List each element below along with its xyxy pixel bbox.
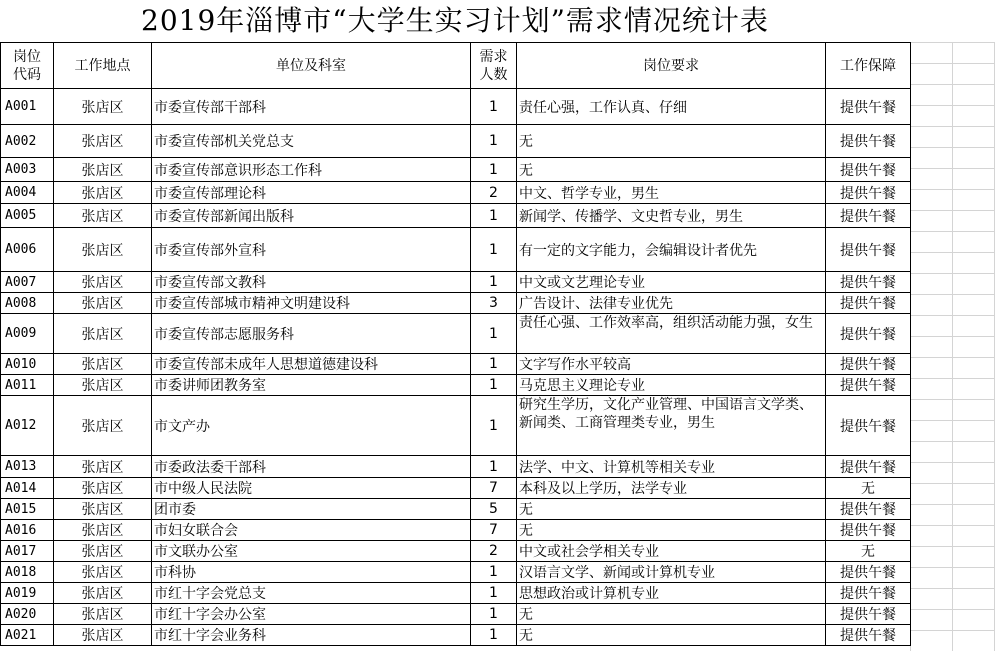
row-guarantee: 提供午餐	[826, 562, 911, 583]
row-unit: 市委宣传部机关党总支	[152, 125, 471, 158]
row-location: 张店区	[54, 375, 152, 396]
row-count: 1	[471, 228, 517, 272]
row-code: A007	[1, 272, 54, 293]
row-guarantee: 提供午餐	[826, 158, 911, 182]
row-guarantee: 提供午餐	[826, 228, 911, 272]
row-code: A014	[1, 478, 54, 499]
row-unit: 团市委	[152, 499, 471, 520]
row-unit: 市文联办公室	[152, 541, 471, 562]
row-unit: 市委宣传部外宣科	[152, 228, 471, 272]
row-unit: 市文产办	[152, 396, 471, 456]
row-unit: 市委宣传部新闻出版科	[152, 204, 471, 228]
row-location: 张店区	[54, 562, 152, 583]
row-guarantee: 提供午餐	[826, 354, 911, 375]
row-unit: 市委宣传部理论科	[152, 182, 471, 204]
row-requirement: 无	[517, 499, 826, 520]
row-guarantee: 提供午餐	[826, 314, 911, 354]
row-location: 张店区	[54, 478, 152, 499]
table-row	[1, 89, 911, 125]
row-unit: 市委宣传部意识形态工作科	[152, 158, 471, 182]
row-count: 1	[471, 272, 517, 293]
row-location: 张店区	[54, 314, 152, 354]
row-guarantee: 提供午餐	[826, 604, 911, 625]
row-code: A013	[1, 456, 54, 478]
row-guarantee: 提供午餐	[826, 272, 911, 293]
table-row	[1, 625, 911, 646]
row-count: 1	[471, 396, 517, 456]
row-unit: 市委政法委干部科	[152, 456, 471, 478]
header-code-line2: 代码	[13, 66, 41, 83]
row-location: 张店区	[54, 625, 152, 646]
row-location: 张店区	[54, 204, 152, 228]
row-location: 张店区	[54, 158, 152, 182]
table-row	[1, 583, 911, 604]
row-location: 张店区	[54, 604, 152, 625]
row-code: A020	[1, 604, 54, 625]
row-guarantee: 提供午餐	[826, 182, 911, 204]
spreadsheet-grid-area	[910, 42, 995, 651]
row-guarantee: 提供午餐	[826, 625, 911, 646]
row-code: A018	[1, 562, 54, 583]
row-unit: 市红十字会业务科	[152, 625, 471, 646]
row-requirement: 本科及以上学历，法学专业	[517, 478, 826, 499]
row-unit: 市中级人民法院	[152, 478, 471, 499]
row-count: 1	[471, 158, 517, 182]
table-row	[1, 314, 911, 354]
row-unit: 市委宣传部志愿服务科	[152, 314, 471, 354]
table-row	[1, 125, 911, 158]
row-count: 1	[471, 604, 517, 625]
row-requirement: 新闻学、传播学、文史哲专业，男生	[517, 204, 826, 228]
row-guarantee: 提供午餐	[826, 125, 911, 158]
row-requirement: 中文或社会学相关专业	[517, 541, 826, 562]
row-guarantee: 提供午餐	[826, 499, 911, 520]
row-code: A017	[1, 541, 54, 562]
row-code: A003	[1, 158, 54, 182]
row-count: 1	[471, 375, 517, 396]
header-count-line1: 需求	[479, 48, 508, 65]
header-guarantee: 工作保障	[826, 43, 911, 89]
row-location: 张店区	[54, 125, 152, 158]
row-requirement: 文字写作水平较高	[517, 354, 826, 375]
row-requirement: 有一定的文字能力，会编辑设计者优先	[517, 228, 826, 272]
table-row	[1, 520, 911, 541]
row-count: 2	[471, 541, 517, 562]
row-count: 1	[471, 89, 517, 125]
row-code: A009	[1, 314, 54, 354]
row-unit: 市委讲师团教务室	[152, 375, 471, 396]
row-code: A016	[1, 520, 54, 541]
row-unit: 市委宣传部干部科	[152, 89, 471, 125]
row-location: 张店区	[54, 583, 152, 604]
header-code-line1: 岗位	[13, 48, 41, 65]
row-code: A012	[1, 396, 54, 456]
row-location: 张店区	[54, 228, 152, 272]
row-count: 1	[471, 125, 517, 158]
row-count: 1	[471, 314, 517, 354]
row-code: A010	[1, 354, 54, 375]
row-count: 1	[471, 562, 517, 583]
row-unit: 市委宣传部城市精神文明建设科	[152, 293, 471, 314]
table-row	[1, 354, 911, 375]
row-count: 1	[471, 625, 517, 646]
row-location: 张店区	[54, 499, 152, 520]
row-location: 张店区	[54, 182, 152, 204]
row-location: 张店区	[54, 89, 152, 125]
header-location: 工作地点	[54, 43, 152, 89]
table-row	[1, 604, 911, 625]
row-guarantee: 提供午餐	[826, 520, 911, 541]
table-row	[1, 456, 911, 478]
row-location: 张店区	[54, 354, 152, 375]
row-guarantee: 提供午餐	[826, 456, 911, 478]
row-guarantee: 提供午餐	[826, 204, 911, 228]
table-row	[1, 158, 911, 182]
row-requirement: 责任心强、工作效率高，组织活动能力强，女生	[517, 314, 826, 354]
header-count-line2: 人数	[479, 66, 508, 83]
row-requirement: 无	[517, 125, 826, 158]
row-count: 3	[471, 293, 517, 314]
row-guarantee: 提供午餐	[826, 396, 911, 456]
row-guarantee: 提供午餐	[826, 583, 911, 604]
header-code	[1, 43, 54, 89]
row-code: A019	[1, 583, 54, 604]
row-guarantee: 无	[826, 478, 911, 499]
row-code: A015	[1, 499, 54, 520]
row-count: 7	[471, 520, 517, 541]
row-guarantee: 提供午餐	[826, 375, 911, 396]
row-requirement: 无	[517, 520, 826, 541]
row-requirement: 法学、中文、计算机等相关专业	[517, 456, 826, 478]
row-location: 张店区	[54, 396, 152, 456]
row-unit: 市红十字会党总支	[152, 583, 471, 604]
row-code: A021	[1, 625, 54, 646]
header-count	[471, 43, 517, 89]
table-row	[1, 228, 911, 272]
row-count: 2	[471, 182, 517, 204]
row-requirement: 思想政治或计算机专业	[517, 583, 826, 604]
row-guarantee: 无	[826, 541, 911, 562]
row-requirement: 广告设计、法律专业优先	[517, 293, 826, 314]
row-unit: 市妇女联合会	[152, 520, 471, 541]
table-row	[1, 499, 911, 520]
table-row	[1, 375, 911, 396]
row-requirement: 中文或文艺理论专业	[517, 272, 826, 293]
row-count: 1	[471, 354, 517, 375]
row-count: 1	[471, 204, 517, 228]
row-requirement: 研究生学历，文化产业管理、中国语言文学类、新闻类、工商管理类专业，男生	[517, 396, 826, 456]
table-row	[1, 293, 911, 314]
row-guarantee: 提供午餐	[826, 293, 911, 314]
row-location: 张店区	[54, 520, 152, 541]
row-location: 张店区	[54, 293, 152, 314]
demand-table	[0, 42, 911, 646]
row-requirement: 中文、哲学专业，男生	[517, 182, 826, 204]
row-count: 7	[471, 478, 517, 499]
table-row	[1, 182, 911, 204]
table-row	[1, 272, 911, 293]
row-location: 张店区	[54, 456, 152, 478]
table-row	[1, 541, 911, 562]
row-count: 1	[471, 456, 517, 478]
row-location: 张店区	[54, 541, 152, 562]
row-count: 5	[471, 499, 517, 520]
row-requirement: 马克思主义理论专业	[517, 375, 826, 396]
row-code: A004	[1, 182, 54, 204]
table-row	[1, 562, 911, 583]
row-unit: 市委宣传部文教科	[152, 272, 471, 293]
row-unit: 市红十字会办公室	[152, 604, 471, 625]
row-guarantee: 提供午餐	[826, 89, 911, 125]
row-requirement: 汉语言文学、新闻或计算机专业	[517, 562, 826, 583]
row-code: A008	[1, 293, 54, 314]
row-unit: 市委宣传部未成年人思想道德建设科	[152, 354, 471, 375]
table-row	[1, 204, 911, 228]
row-location: 张店区	[54, 272, 152, 293]
header-requirement: 岗位要求	[517, 43, 826, 89]
row-code: A006	[1, 228, 54, 272]
table-row	[1, 478, 911, 499]
row-unit: 市科协	[152, 562, 471, 583]
row-count: 1	[471, 583, 517, 604]
row-requirement: 责任心强，工作认真、仔细	[517, 89, 826, 125]
row-code: A001	[1, 89, 54, 125]
table-row	[1, 396, 911, 456]
row-code: A002	[1, 125, 54, 158]
header-unit: 单位及科室	[152, 43, 471, 89]
header-row	[1, 43, 911, 89]
row-requirement: 无	[517, 158, 826, 182]
row-requirement: 无	[517, 604, 826, 625]
row-code: A011	[1, 375, 54, 396]
row-code: A005	[1, 204, 54, 228]
row-requirement: 无	[517, 625, 826, 646]
page-title: 2019年淄博市“大学生实习计划”需求情况统计表	[141, 4, 769, 37]
